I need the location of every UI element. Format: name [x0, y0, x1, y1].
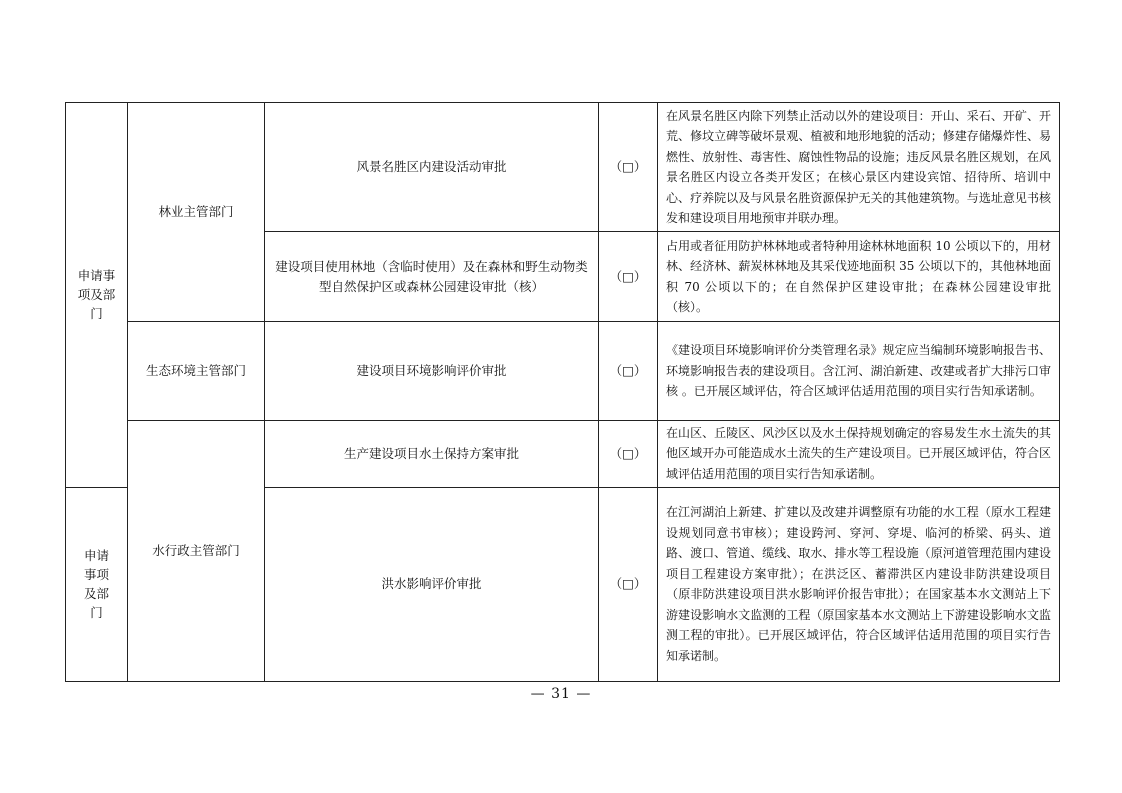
approval-item: 建设项目环境影响评价审批 — [265, 322, 599, 420]
category-mark: （□） — [599, 487, 658, 681]
approval-item: 风景名胜区内建设活动审批 — [265, 103, 599, 232]
table-row — [66, 322, 1060, 420]
table-row — [66, 420, 1060, 487]
category-cell — [66, 487, 128, 681]
approval-item: 建设项目使用林地（含临时使用）及在森林和野生动物类型自然保护区或森林公园建设审批（核） — [265, 232, 599, 322]
item-description: 在山区、丘陵区、风沙区以及水土保持规划确定的容易发生水土流失的其他区域开办可能造成水土流失的生产建设项目。已开展区域评估，符合区域评估适用范围的项目实行告知承诺制。 — [658, 420, 1060, 487]
category-mark: （□） — [599, 232, 658, 322]
approval-item: 洪水影响评价审批 — [265, 487, 599, 681]
category-cell — [66, 103, 128, 488]
item-description: 在风景名胜区内除下列禁止活动以外的建设项目：开山、采石、开矿、开荒、修坟立碑等破坏景观、植被和地形地貌的活动；修建存储爆炸性、易燃性、放射性、毒害性、腐蚀性物品的设施；违反风景名胜区规划，在风景名胜区内设立各类开发区；在核心景区内建设宾馆、招待所、培训中心、疗养院以及与风景名胜资源保护无关的其他建筑物。与选址意见书核发和建设项目用地预审并联办理。 — [658, 103, 1060, 232]
item-description: 《建设项目环境影响评价分类管理名录》规定应当编制环境影响报告书、环境影响报告表的建设项目。含江河、湖泊新建、改建或者扩大排污口审核 。已开展区域评估，符合区域评估适用范围的项目实行告知承诺制。 — [658, 322, 1060, 420]
item-description: 在江河湖泊上新建、扩建以及改建并调整原有功能的水工程（原水工程建设规划同意书审核）；建设跨河、穿河、穿堤、临河的桥梁、码头、道路、渡口、管道、缆线、取水、排水等工程设施（原河道管理范围内建设项目工程建设方案审批）；在洪泛区、蓄滞洪区内建设非防洪建设项目（原非防洪建设项目洪水影响评价报告审批）；在国家基本水文测站上下游建设影响水文监测的工程（原国家基本水文测站上下游建设影响水文监测工程的审批）。已开展区域评估，符合区域评估适用范围的项目实行告知承诺制。 — [658, 487, 1060, 681]
approval-items-table — [65, 102, 1060, 682]
item-description: 占用或者征用防护林林地或者特种用途林林地面积 10 公顷以下的，用材林、经济林、薪炭林林地及其采伐迹地面积 35 公顷以下的，其他林地面积 70 公顷以下的；在自然保护区建设审批；在森林公园建设审批（核）。 — [658, 232, 1060, 322]
category-label: 申请事项及部门 — [77, 268, 116, 322]
category-mark: （□） — [599, 322, 658, 420]
department-cell: 生态环境主管部门 — [128, 322, 265, 420]
department-cell: 林业主管部门 — [128, 103, 265, 322]
approval-item: 生产建设项目水土保持方案审批 — [265, 420, 599, 487]
table-row — [66, 103, 1060, 232]
page-number: — 31 — — [530, 686, 592, 702]
department-cell: 水行政主管部门 — [128, 420, 265, 681]
category-label: 申请事项及部门 — [83, 548, 109, 621]
category-mark: （□） — [599, 420, 658, 487]
category-mark: （□） — [599, 103, 658, 232]
